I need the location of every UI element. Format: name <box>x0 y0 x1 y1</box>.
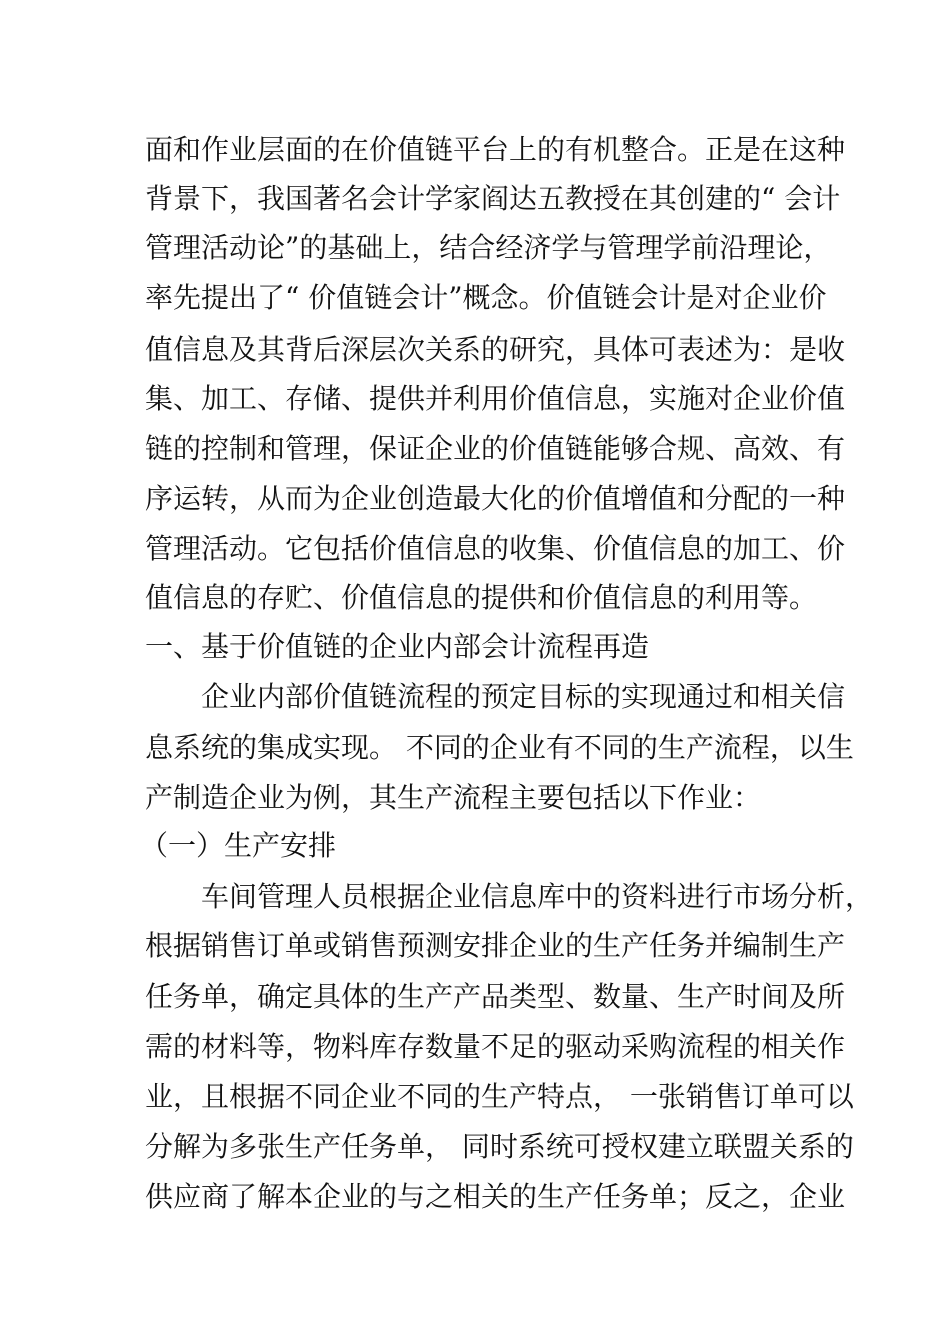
paragraph-line: 管理活动论”的基础上，结合经济学与管理学前沿理论， <box>145 231 832 264</box>
paragraph-line: 业，且根据不同企业不同的生产特点， 一张销售订单可以 <box>145 1080 854 1113</box>
paragraph-line: 企业内部价值链流程的预定目标的实现通过和相关信 <box>201 680 846 713</box>
paragraph-line: 序运转，从而为企业创造最大化的价值增值和分配的一种 <box>145 482 846 515</box>
paragraph-line: 供应商了解本企业的与之相关的生产任务单；反之，企业 <box>145 1180 846 1213</box>
paragraph-line: 需的材料等，物料库存数量不足的驱动采购流程的相关作 <box>145 1030 846 1063</box>
paragraph-line: 管理活动。它包括价值信息的收集、价值信息的加工、价 <box>145 532 846 565</box>
section-heading: 一、基于价值链的企业内部会计流程再造 <box>145 630 650 663</box>
subsection-heading: （一）生产安排 <box>140 829 337 862</box>
paragraph-line: 值信息及其背后深层次关系的研究，具体可表述为：是收 <box>145 333 846 366</box>
paragraph-line: 率先提出了“ 价值链会计”概念。价值链会计是对企业价 <box>145 281 827 314</box>
paragraph-line: 车间管理人员根据企业信息库中的资料进行市场分析， <box>201 880 874 913</box>
paragraph-line: 值信息的存贮、价值信息的提供和价值信息的利用等。 <box>145 581 818 614</box>
paragraph-line: 产制造企业为例，其生产流程主要包括以下作业： <box>145 781 762 814</box>
paragraph-line: 根据销售订单或销售预测安排企业的生产任务并编制生产 <box>145 929 846 962</box>
paragraph-line: 集、加工、存储、提供并利用价值信息，实施对企业价值 <box>145 382 846 415</box>
paragraph-line: 链的控制和管理，保证企业的价值链能够合规、高效、有 <box>145 432 846 465</box>
paragraph-line: 面和作业层面的在价值链平台上的有机整合。正是在这种 <box>145 133 846 166</box>
paragraph-line: 背景下，我国著名会计学家阎达五教授在其创建的“ 会计 <box>145 182 841 215</box>
paragraph-line: 分解为多张生产任务单， 同时系统可授权建立联盟关系的 <box>145 1130 854 1163</box>
paragraph-line: 息系统的集成实现。 不同的企业有不同的生产流程，以生 <box>145 731 854 764</box>
paragraph-line: 任务单，确定具体的生产产品类型、数量、生产时间及所 <box>145 980 846 1013</box>
